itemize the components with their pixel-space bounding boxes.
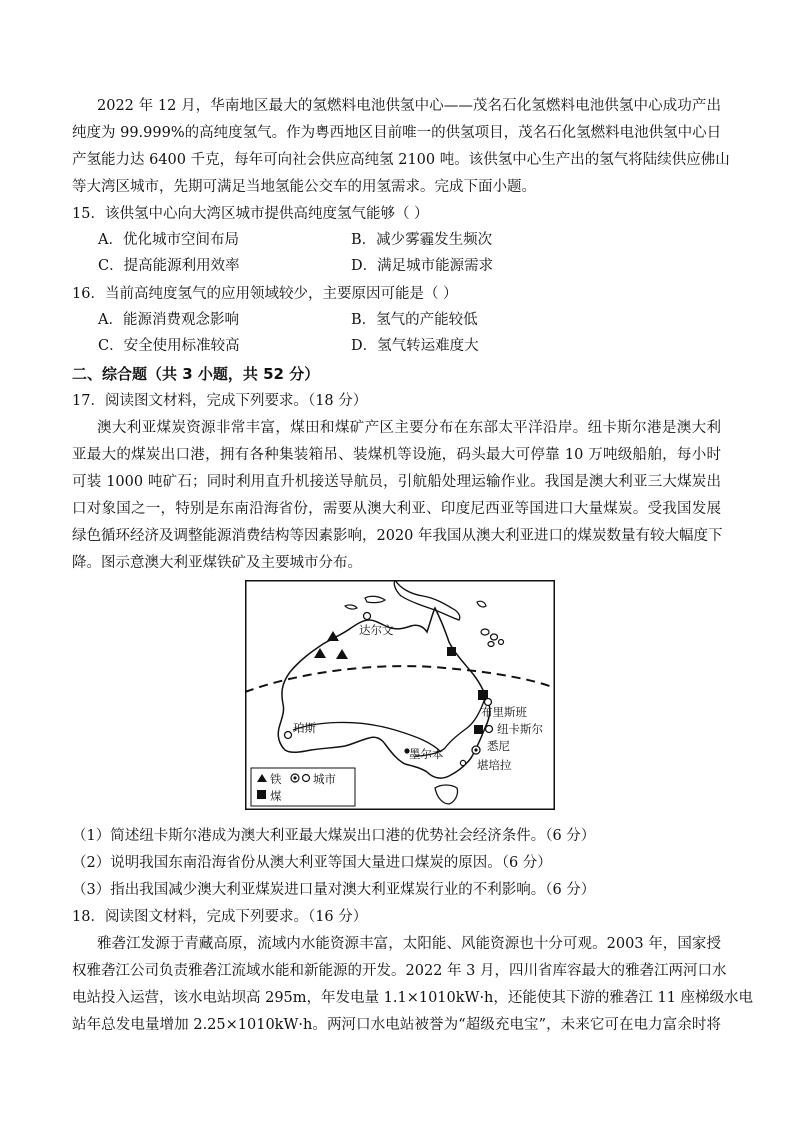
q17-line-3: 可装 1000 吨矿石；同时利用直升机接送导航员，引航船处理运输作业。我国是澳大利亚三大煤炭出	[72, 474, 721, 490]
label-newcastle: 纽卡斯尔	[497, 722, 543, 736]
city-canberra-marker	[460, 760, 465, 765]
q15-option-a[interactable]: A．优化城市空间布局	[98, 232, 239, 248]
australia-map-svg	[245, 580, 555, 810]
map-legend-box	[251, 768, 355, 806]
q17-line-4: 口对象国之一，特别是东南沿海省份，需要从澳大利亚、印度尼西亚等国进口大量煤炭。受我国发展	[72, 501, 721, 517]
q17-sub3: （3）指出我国减少澳大利亚煤炭进口量对澳大利亚煤炭行业的不利影响。（6 分）	[72, 882, 596, 898]
q16-stem: 16．当前高纯度氢气的应用领域较少，主要原因可能是（ ）	[72, 286, 458, 302]
label-sydney: 悉尼	[487, 739, 510, 753]
q16-option-c[interactable]: C．安全使用标准较高	[98, 338, 240, 354]
city-sydney-marker-dot	[474, 748, 477, 751]
label-perth: 珀斯	[293, 721, 316, 735]
q17-sub2: （2）说明我国东南沿海省份从澳大利亚等国大量进口煤炭的原因。（6 分）	[72, 855, 552, 871]
q15-option-d[interactable]: D．满足城市能源需求	[351, 258, 494, 274]
q18-line-1: 雅砻江发源于青藏高原，流域内水能资源丰富，太阳能、风能资源也十分可观。2003 年，国家授	[97, 936, 721, 952]
legend-city-symbol-1-dot	[293, 776, 296, 779]
q15-stem: 15．该供氢中心向大湾区城市提供高纯度氢气能够（ ）	[72, 206, 429, 222]
label-melbourne: 墨尔本	[409, 747, 444, 761]
label-darwin: 达尔文	[359, 623, 394, 637]
coal-mine-3	[474, 725, 483, 734]
coal-mine-1	[447, 647, 456, 656]
section2-title: 二、综合题（共 3 小题，共 52 分）	[72, 365, 320, 383]
australia-map	[245, 580, 555, 810]
label-canberra: 堪培拉	[477, 758, 512, 772]
city-perth-marker	[285, 732, 292, 739]
q16-option-d[interactable]: D．氢气转运难度大	[351, 338, 479, 354]
passage1-line-2: 纯度为 99.999%的高纯度氢气。作为粤西地区目前唯一的供氢项目，茂名石化氢燃料电池供氢中心日	[72, 125, 722, 141]
legend-iron-label: 铁	[270, 772, 282, 786]
legend-coal-symbol	[257, 790, 266, 799]
legend-city-symbol-2	[303, 775, 310, 782]
label-brisbane: 布里斯班	[481, 705, 527, 719]
q15-option-b[interactable]: B．减少雾霾发生频次	[351, 232, 493, 248]
q16-option-b[interactable]: B．氢气的产能较低	[351, 312, 478, 328]
q18-stem: 18．阅读图文材料，完成下列要求。（16 分）	[72, 909, 368, 925]
q17-stem: 17．阅读图文材料，完成下列要求。（18 分）	[72, 393, 368, 409]
passage1-line-1: 2022 年 12 月，华南地区最大的氢燃料电池供氢中心——茂名石化氢燃料电池供氢中心成功产出	[97, 98, 721, 114]
q17-line-5: 绿色循环经济及调整能源消费结构等因素影响，2020 年我国从澳大利亚进口的煤炭数量有较大幅度下	[72, 528, 723, 544]
q17-line-2: 亚最大的煤炭出口港，拥有各种集装箱吊、装煤机等设施，码头最大可停靠 10 万吨级船舶，每小时	[72, 447, 721, 463]
q18-line-4: 站年总发电量增加 2.25×1010kW·h。两河口水电站被誉为“超级充电宝”，未来它可在电力富余时将	[72, 1017, 721, 1033]
q18-line-2: 权雅砻江公司负责雅砻江流域水能和新能源的开发。2022 年 3 月，四川省库容最大的雅砻江两河口水	[72, 963, 727, 979]
q15-option-c[interactable]: C．提高能源利用效率	[98, 258, 240, 274]
q16-option-a[interactable]: A．能源消费观念影响	[98, 312, 239, 328]
q17-line-6: 降。图示意澳大利亚煤铁矿及主要城市分布。	[72, 555, 362, 571]
passage1-line-4: 等大湾区城市，先期可满足当地氢能公交车的用氢需求。完成下面小题。	[72, 179, 536, 195]
city-newcastle-marker	[486, 726, 493, 733]
q17-line-1: 澳大利亚煤炭资源非常丰富，煤田和煤矿产区主要分布在东部太平洋沿岸。纽卡斯尔港是澳大利	[97, 420, 721, 436]
legend-coal-label: 煤	[270, 789, 282, 803]
legend-city-label: 城市	[313, 772, 336, 786]
q17-sub1: （1）简述纽卡斯尔港成为澳大利亚最大煤炭出口港的优势社会经济条件。（6 分）	[72, 828, 596, 844]
city-darwin-marker	[364, 613, 371, 620]
q18-line-3: 电站投入运营，该水电站坝高 295m，年发电量 1.1×1010kW·h，还能使其下游的雅砻江 11 座梯级水电	[72, 990, 754, 1006]
passage1-line-3: 产氢能力达 6400 千克，每年可向社会供应高纯氢 2100 吨。该供氢中心生产出的氢气将陆续供应佛山	[72, 152, 730, 168]
